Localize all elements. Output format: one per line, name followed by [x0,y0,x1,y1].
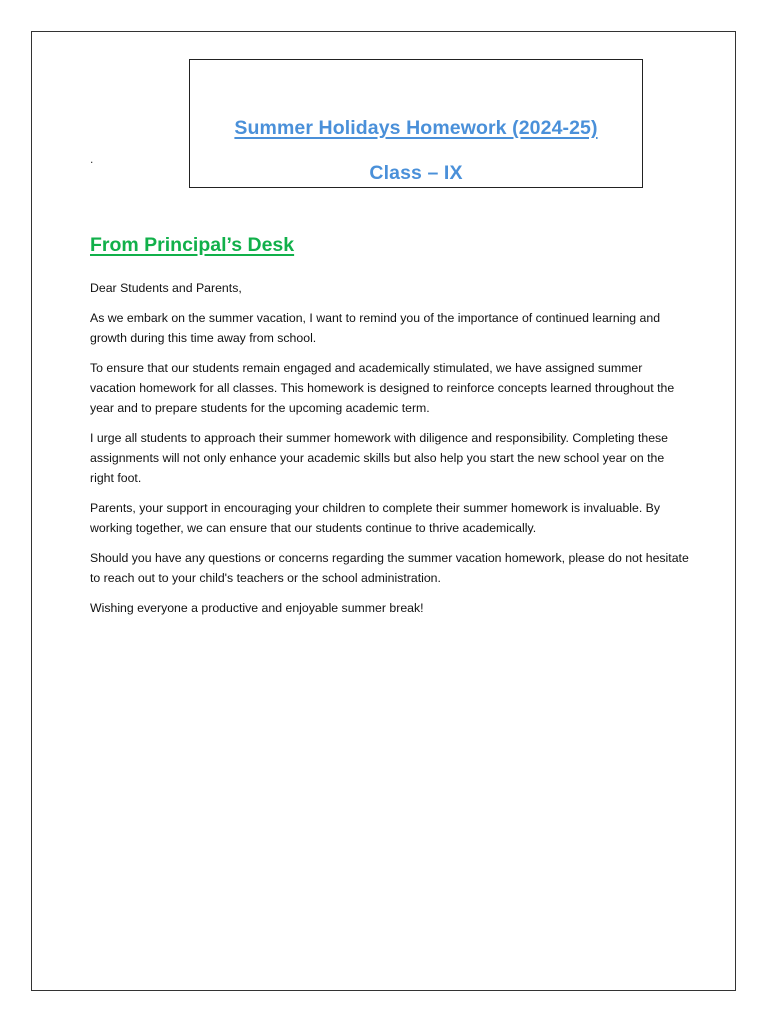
letter-paragraph: To ensure that our students remain engaged and academically stimulated, we have assigned summer vacation homework for all classes. This homework is designed to reinforce concepts learned throughout the year and to prepare students for the upcoming academic term. [90,361,675,415]
document-title: Summer Holidays Homework (2024-25) [234,117,598,139]
stray-mark: . [90,152,94,166]
letter-paragraph: Parents, your support in encouraging your children to complete their summer homework is invaluable. By working together, we can ensure that our students continue to thrive academically. [90,501,661,535]
salutation: Dear Students and Parents, [90,281,242,295]
class-label: Class – IX [369,162,463,184]
letter-paragraph: I urge all students to approach their summer homework with diligence and responsibility. Completing these assignments will not only enhance your academic skills but also help you start the new school year on the right foot. [90,431,669,485]
principal-letter [90,278,690,628]
section-heading: From Principal’s Desk [90,234,295,256]
closing-line: Wishing everyone a productive and enjoyable summer break! [90,601,424,615]
letter-paragraph: As we embark on the summer vacation, I want to remind you of the importance of continued learning and growth during this time away from school. [90,311,661,345]
title-box [189,59,643,188]
letter-paragraph: Should you have any questions or concerns regarding the summer vacation homework, please do not hesitate to reach out to your child's teachers or the school administration. [90,551,689,585]
